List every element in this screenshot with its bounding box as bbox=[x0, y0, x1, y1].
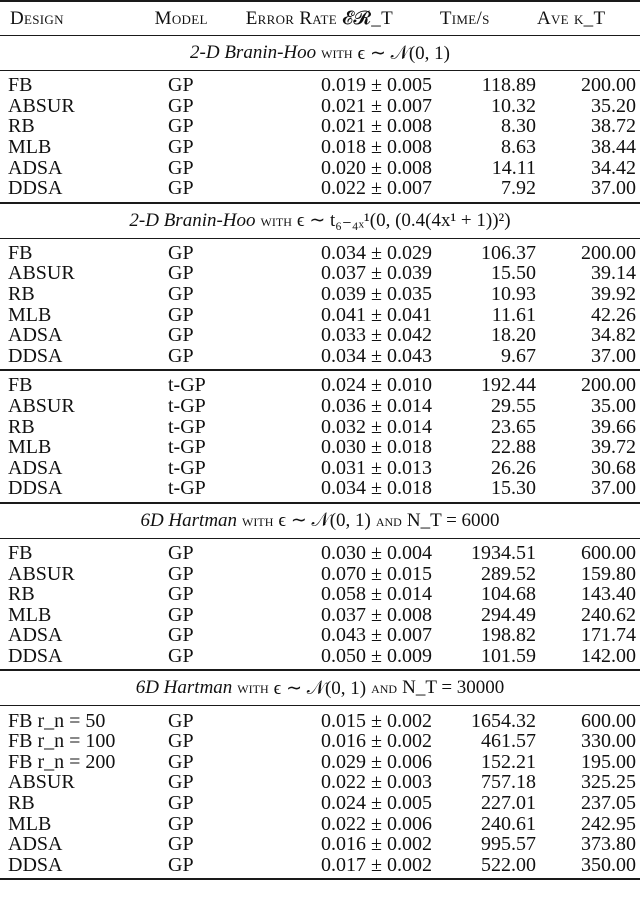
section-function: 6D Hartman bbox=[135, 677, 233, 699]
section-noise: ϵ ∼ t₆₋₄ₓ¹(0, (0.4(4x¹ + 1))²) bbox=[296, 210, 511, 232]
cell-ave-k: 39.14 bbox=[591, 262, 636, 285]
section-and: and bbox=[375, 510, 402, 530]
cell-ave-k: 34.82 bbox=[591, 324, 636, 347]
cell-ave-k: 171.74 bbox=[581, 624, 636, 647]
cell-design: DDSA bbox=[8, 853, 63, 876]
cell-design: MLB bbox=[8, 136, 52, 159]
section-function: 6D Hartman bbox=[140, 509, 238, 531]
table-row bbox=[0, 772, 640, 793]
cell-ave-k: 38.72 bbox=[591, 115, 636, 138]
table-row bbox=[0, 396, 640, 417]
cell-ave-k: 350.00 bbox=[581, 853, 636, 876]
cell-time: 11.61 bbox=[491, 303, 536, 326]
table-row bbox=[0, 437, 640, 458]
table-row bbox=[0, 604, 640, 625]
cell-model: t-GP bbox=[168, 395, 206, 418]
section-function: 2-D Branin-Hoo bbox=[190, 42, 317, 63]
cell-error-rate: 0.029 ± 0.006 bbox=[321, 750, 432, 773]
table-row bbox=[0, 284, 640, 305]
header-ave-k: Ave k_T bbox=[536, 7, 606, 29]
cell-error-rate: 0.021 ± 0.008 bbox=[321, 115, 432, 138]
cell-error-rate: 0.034 ± 0.043 bbox=[321, 344, 432, 367]
header-design: Design bbox=[10, 7, 64, 29]
header-time: Time/s bbox=[439, 7, 490, 29]
cell-model: GP bbox=[168, 583, 194, 606]
cell-error-rate: 0.021 ± 0.007 bbox=[321, 94, 432, 117]
section-with: with bbox=[237, 678, 269, 698]
cell-error-rate: 0.024 ± 0.010 bbox=[321, 374, 432, 397]
section-noise: ϵ ∼ 𝒩(0, 1) bbox=[273, 677, 367, 699]
table-row bbox=[0, 625, 640, 646]
table-row bbox=[0, 731, 640, 752]
cell-model: GP bbox=[168, 791, 194, 814]
cell-error-rate: 0.043 ± 0.007 bbox=[321, 624, 432, 647]
cell-model: GP bbox=[168, 603, 194, 626]
cell-model: GP bbox=[168, 344, 194, 367]
cell-ave-k: 330.00 bbox=[581, 730, 636, 753]
row-group bbox=[0, 239, 640, 370]
cell-model: t-GP bbox=[168, 374, 206, 397]
cell-model: GP bbox=[168, 541, 194, 564]
cell-ave-k: 195.00 bbox=[581, 750, 636, 773]
section-budget: N_T = 6000 bbox=[406, 509, 500, 531]
cell-model: GP bbox=[168, 324, 194, 347]
table-row bbox=[0, 478, 640, 499]
cell-error-rate: 0.036 ± 0.014 bbox=[321, 395, 432, 418]
cell-design: ABSUR bbox=[8, 94, 75, 117]
cell-model: GP bbox=[168, 115, 194, 138]
cell-design: RB bbox=[8, 283, 35, 306]
cell-error-rate: 0.022 ± 0.006 bbox=[321, 812, 432, 835]
cell-design: DDSA bbox=[8, 344, 63, 367]
cell-ave-k: 373.80 bbox=[581, 833, 636, 856]
table-row bbox=[0, 263, 640, 284]
cell-time: 9.67 bbox=[501, 344, 536, 367]
table-row bbox=[0, 854, 640, 875]
cell-model: GP bbox=[168, 241, 194, 264]
cell-error-rate: 0.070 ± 0.015 bbox=[321, 562, 432, 585]
section-title bbox=[0, 504, 640, 538]
cell-ave-k: 34.42 bbox=[591, 156, 636, 179]
table-body bbox=[0, 36, 640, 880]
cell-ave-k: 200.00 bbox=[581, 74, 636, 97]
table-row bbox=[0, 375, 640, 396]
table-row bbox=[0, 346, 640, 367]
table-row bbox=[0, 96, 640, 117]
row-group bbox=[0, 706, 640, 878]
cell-ave-k: 242.95 bbox=[581, 812, 636, 835]
cell-design: FB bbox=[8, 241, 33, 264]
cell-model: GP bbox=[168, 833, 194, 856]
cell-design: MLB bbox=[8, 436, 52, 459]
cell-time: 15.30 bbox=[491, 477, 536, 500]
cell-design: ABSUR bbox=[8, 771, 75, 794]
section-title bbox=[0, 671, 640, 705]
cell-error-rate: 0.050 ± 0.009 bbox=[321, 644, 432, 667]
cell-time: 240.61 bbox=[481, 812, 536, 835]
cell-design: FB bbox=[8, 541, 33, 564]
cell-ave-k: 142.00 bbox=[581, 644, 636, 667]
cell-error-rate: 0.034 ± 0.018 bbox=[321, 477, 432, 500]
cell-error-rate: 0.034 ± 0.029 bbox=[321, 241, 432, 264]
cell-model: GP bbox=[168, 750, 194, 773]
cell-error-rate: 0.031 ± 0.013 bbox=[321, 456, 432, 479]
cell-ave-k: 325.25 bbox=[581, 771, 636, 794]
cell-time: 8.63 bbox=[501, 136, 536, 159]
cell-model: t-GP bbox=[168, 456, 206, 479]
cell-ave-k: 159.80 bbox=[581, 562, 636, 585]
cell-model: GP bbox=[168, 812, 194, 835]
cell-model: GP bbox=[168, 644, 194, 667]
cell-model: GP bbox=[168, 94, 194, 117]
cell-model: t-GP bbox=[168, 415, 206, 438]
cell-error-rate: 0.037 ± 0.039 bbox=[321, 262, 432, 285]
cell-time: 152.21 bbox=[481, 750, 536, 773]
row-group bbox=[0, 371, 640, 502]
cell-time: 8.30 bbox=[501, 115, 536, 138]
table-row bbox=[0, 646, 640, 667]
cell-design: ABSUR bbox=[8, 395, 75, 418]
cell-error-rate: 0.018 ± 0.008 bbox=[321, 136, 432, 159]
cell-ave-k: 200.00 bbox=[581, 374, 636, 397]
section-noise: ϵ ∼ 𝒩(0, 1) bbox=[357, 42, 450, 64]
section-and: and bbox=[371, 678, 398, 698]
cell-time: 289.52 bbox=[481, 562, 536, 585]
cell-design: ABSUR bbox=[8, 562, 75, 585]
cell-design: ADSA bbox=[8, 156, 63, 179]
table-row bbox=[0, 304, 640, 325]
cell-error-rate: 0.017 ± 0.002 bbox=[321, 853, 432, 876]
cell-design: ABSUR bbox=[8, 262, 75, 285]
cell-model: GP bbox=[168, 156, 194, 179]
cell-time: 192.44 bbox=[481, 374, 536, 397]
cell-model: GP bbox=[168, 624, 194, 647]
cell-error-rate: 0.030 ± 0.004 bbox=[321, 541, 432, 564]
cell-ave-k: 600.00 bbox=[581, 541, 636, 564]
section-title bbox=[0, 36, 640, 70]
cell-model: GP bbox=[168, 562, 194, 585]
cell-design: RB bbox=[8, 415, 35, 438]
cell-design: RB bbox=[8, 115, 35, 138]
cell-ave-k: 143.40 bbox=[581, 583, 636, 606]
cell-design: DDSA bbox=[8, 644, 63, 667]
table-row bbox=[0, 116, 640, 137]
section-with: with bbox=[242, 510, 274, 530]
cell-design: ADSA bbox=[8, 456, 63, 479]
cell-model: GP bbox=[168, 771, 194, 794]
cell-design: FB bbox=[8, 74, 33, 97]
section-noise: ϵ ∼ 𝒩(0, 1) bbox=[278, 510, 371, 532]
bottom-rule bbox=[0, 878, 640, 880]
cell-error-rate: 0.037 ± 0.008 bbox=[321, 603, 432, 626]
header-model: Model bbox=[154, 7, 208, 29]
section-title bbox=[0, 204, 640, 238]
table-row bbox=[0, 543, 640, 564]
section-function: 2-D Branin-Hoo bbox=[129, 209, 256, 231]
cell-design: FB bbox=[8, 374, 33, 397]
table-row bbox=[0, 178, 640, 199]
cell-error-rate: 0.015 ± 0.002 bbox=[321, 709, 432, 732]
cell-time: 461.57 bbox=[481, 730, 536, 753]
cell-model: GP bbox=[168, 262, 194, 285]
cell-time: 23.65 bbox=[491, 415, 536, 438]
cell-ave-k: 39.92 bbox=[591, 283, 636, 306]
cell-time: 1654.32 bbox=[471, 709, 536, 732]
cell-ave-k: 30.68 bbox=[591, 456, 636, 479]
cell-design: DDSA bbox=[8, 177, 63, 200]
cell-time: 29.55 bbox=[491, 395, 536, 418]
cell-ave-k: 240.62 bbox=[581, 603, 636, 626]
table-row bbox=[0, 813, 640, 834]
cell-time: 26.26 bbox=[491, 456, 536, 479]
cell-model: t-GP bbox=[168, 436, 206, 459]
cell-error-rate: 0.032 ± 0.014 bbox=[321, 415, 432, 438]
cell-error-rate: 0.033 ± 0.042 bbox=[321, 324, 432, 347]
cell-ave-k: 38.44 bbox=[591, 136, 636, 159]
cell-time: 104.68 bbox=[481, 583, 536, 606]
cell-ave-k: 39.72 bbox=[591, 436, 636, 459]
table-row bbox=[0, 710, 640, 731]
cell-error-rate: 0.022 ± 0.007 bbox=[321, 177, 432, 200]
cell-time: 101.59 bbox=[481, 644, 536, 667]
cell-time: 22.88 bbox=[491, 436, 536, 459]
table-row bbox=[0, 157, 640, 178]
cell-ave-k: 42.26 bbox=[591, 303, 636, 326]
cell-model: GP bbox=[168, 303, 194, 326]
section-with: with bbox=[321, 43, 353, 62]
cell-model: GP bbox=[168, 853, 194, 876]
cell-ave-k: 600.00 bbox=[581, 709, 636, 732]
cell-time: 14.11 bbox=[491, 156, 536, 179]
table-row bbox=[0, 563, 640, 584]
cell-time: 294.49 bbox=[481, 603, 536, 626]
table-row bbox=[0, 137, 640, 158]
table-row bbox=[0, 243, 640, 264]
cell-design: RB bbox=[8, 583, 35, 606]
cell-design: ADSA bbox=[8, 624, 63, 647]
row-group bbox=[0, 71, 640, 202]
table-row bbox=[0, 751, 640, 772]
cell-design: FB r_n = 100 bbox=[8, 730, 116, 753]
cell-model: GP bbox=[168, 730, 194, 753]
table-row bbox=[0, 416, 640, 437]
cell-time: 18.20 bbox=[491, 324, 536, 347]
cell-design: ADSA bbox=[8, 324, 63, 347]
cell-design: FB r_n = 50 bbox=[8, 709, 106, 732]
cell-ave-k: 200.00 bbox=[581, 241, 636, 264]
cell-model: GP bbox=[168, 283, 194, 306]
cell-time: 118.89 bbox=[481, 74, 536, 97]
cell-time: 15.50 bbox=[491, 262, 536, 285]
cell-time: 10.93 bbox=[491, 283, 536, 306]
cell-error-rate: 0.020 ± 0.008 bbox=[321, 156, 432, 179]
cell-error-rate: 0.016 ± 0.002 bbox=[321, 833, 432, 856]
cell-ave-k: 237.05 bbox=[581, 791, 636, 814]
section-with: with bbox=[260, 210, 292, 230]
header-error-rate: Error Rate 𝓔𝓡_T bbox=[245, 7, 394, 29]
cell-design: MLB bbox=[8, 303, 52, 326]
cell-design: MLB bbox=[8, 812, 52, 835]
cell-time: 1934.51 bbox=[471, 541, 536, 564]
table-row bbox=[0, 325, 640, 346]
cell-error-rate: 0.019 ± 0.005 bbox=[321, 74, 432, 97]
cell-error-rate: 0.041 ± 0.041 bbox=[321, 303, 432, 326]
cell-ave-k: 37.00 bbox=[591, 477, 636, 500]
cell-design: RB bbox=[8, 791, 35, 814]
section-budget: N_T = 30000 bbox=[402, 677, 505, 699]
cell-error-rate: 0.022 ± 0.003 bbox=[321, 771, 432, 794]
table-row bbox=[0, 793, 640, 814]
cell-time: 106.37 bbox=[481, 241, 536, 264]
cell-time: 227.01 bbox=[481, 791, 536, 814]
header-row bbox=[0, 2, 640, 35]
table-row bbox=[0, 834, 640, 855]
cell-time: 198.82 bbox=[481, 624, 536, 647]
table-row bbox=[0, 458, 640, 479]
cell-design: ADSA bbox=[8, 833, 63, 856]
cell-time: 7.92 bbox=[501, 177, 536, 200]
cell-model: GP bbox=[168, 709, 194, 732]
cell-error-rate: 0.039 ± 0.035 bbox=[321, 283, 432, 306]
cell-model: GP bbox=[168, 136, 194, 159]
row-group bbox=[0, 539, 640, 670]
cell-ave-k: 37.00 bbox=[591, 177, 636, 200]
cell-time: 522.00 bbox=[481, 853, 536, 876]
cell-ave-k: 37.00 bbox=[591, 344, 636, 367]
table-row bbox=[0, 75, 640, 96]
cell-design: MLB bbox=[8, 603, 52, 626]
cell-time: 757.18 bbox=[481, 771, 536, 794]
cell-design: DDSA bbox=[8, 477, 63, 500]
cell-time: 10.32 bbox=[491, 94, 536, 117]
cell-error-rate: 0.016 ± 0.002 bbox=[321, 730, 432, 753]
cell-model: t-GP bbox=[168, 477, 206, 500]
cell-error-rate: 0.058 ± 0.014 bbox=[321, 583, 432, 606]
cell-error-rate: 0.030 ± 0.018 bbox=[321, 436, 432, 459]
cell-ave-k: 35.20 bbox=[591, 94, 636, 117]
cell-ave-k: 35.00 bbox=[591, 395, 636, 418]
cell-model: GP bbox=[168, 74, 194, 97]
table-row bbox=[0, 584, 640, 605]
cell-ave-k: 39.66 bbox=[591, 415, 636, 438]
cell-time: 995.57 bbox=[481, 833, 536, 856]
cell-error-rate: 0.024 ± 0.005 bbox=[321, 791, 432, 814]
cell-design: FB r_n = 200 bbox=[8, 750, 116, 773]
cell-model: GP bbox=[168, 177, 194, 200]
